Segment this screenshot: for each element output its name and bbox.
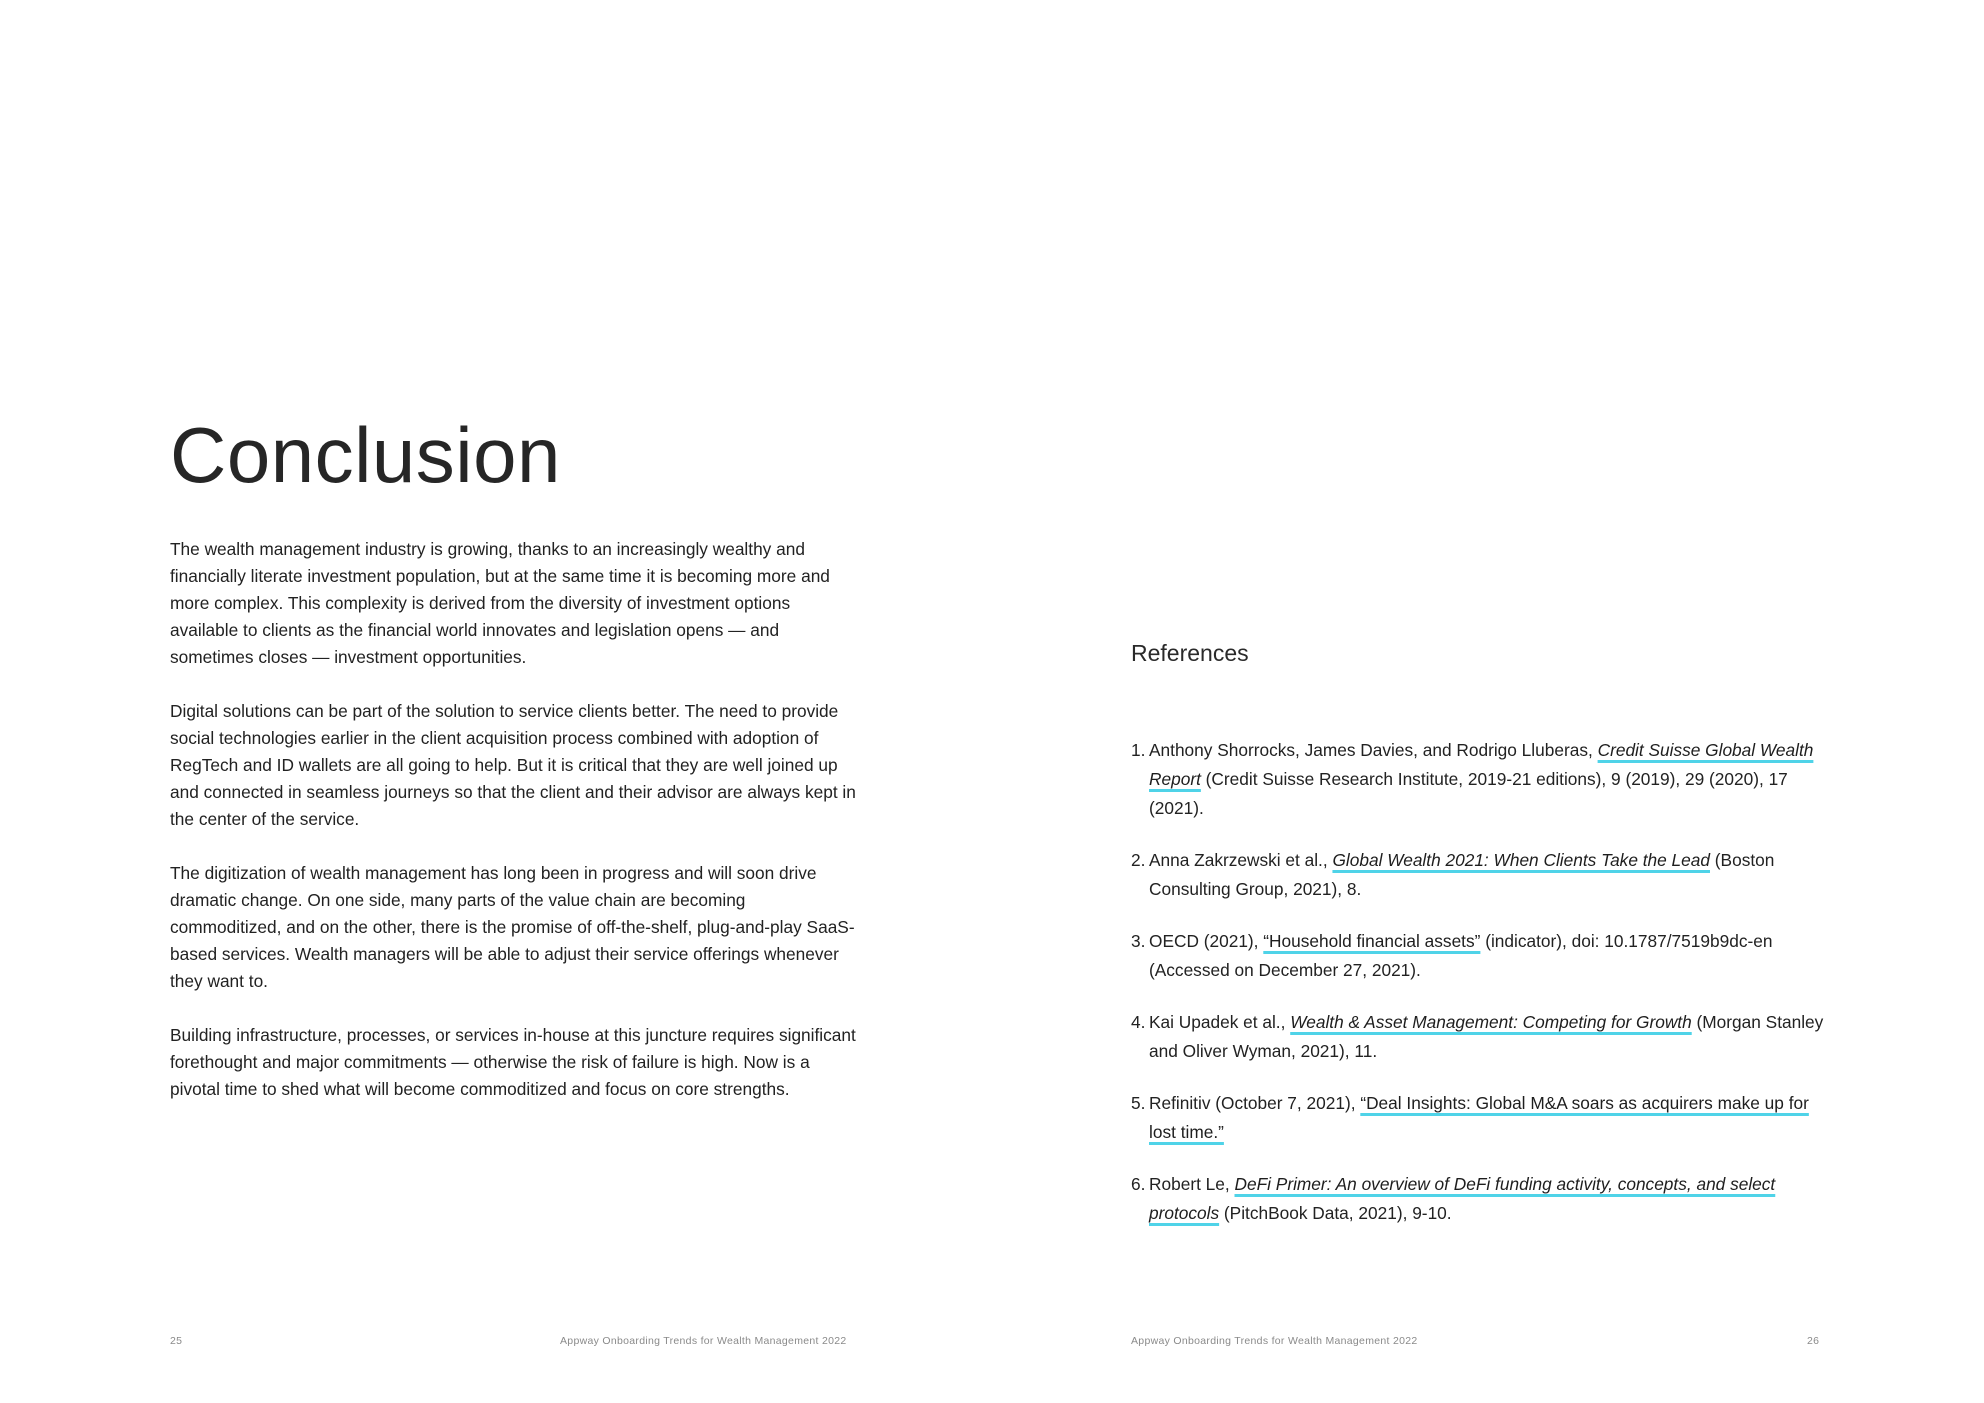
- reference-link[interactable]: Global Wealth 2021: When Clients Take the Lead: [1332, 850, 1710, 870]
- reference-prefix: Robert Le,: [1149, 1174, 1235, 1194]
- reference-item: [1131, 736, 1831, 823]
- reference-number: 3.: [1131, 931, 1146, 951]
- conclusion-body: [170, 536, 860, 1130]
- paragraph: Building infrastructure, processes, or services in-house at this juncture requires significant forethought and major commitments — otherwise the risk of failure is high. Now is a pivotal time to shed what will become commoditized and focus on core strengths.: [170, 1025, 856, 1099]
- reference-number: 6.: [1131, 1174, 1146, 1194]
- reference-suffix: (indicator), doi: 10.1787/7519b9dc-en (Accessed on December 27, 2021).: [1149, 931, 1773, 980]
- reference-number: 5.: [1131, 1093, 1146, 1113]
- reference-number: 2.: [1131, 850, 1146, 870]
- reference-prefix: Kai Upadek et al.,: [1149, 1012, 1291, 1032]
- reference-prefix: Refinitiv (October 7, 2021),: [1149, 1093, 1361, 1113]
- reference-item: [1131, 1170, 1831, 1228]
- reference-item: [1131, 1089, 1831, 1147]
- reference-number: 4.: [1131, 1012, 1146, 1032]
- reference-prefix: Anna Zakrzewski et al.,: [1149, 850, 1333, 870]
- reference-suffix: (PitchBook Data, 2021), 9-10.: [1219, 1203, 1452, 1223]
- reference-link[interactable]: “Household financial assets”: [1263, 931, 1481, 951]
- reference-link[interactable]: Credit Suisse Global Wealth Report: [1149, 740, 1814, 789]
- paragraph: The digitization of wealth management has long been in progress and will soon drive dramatic change. On one side, many parts of the value chain are becoming commoditized, and on the other, there is the promise of off-the-shelf, plug-and-play SaaS-based services. Wealth managers will be able to adjust their service offerings whenever they want to.: [170, 863, 855, 991]
- reference-prefix: Anthony Shorrocks, James Davies, and Rodrigo Lluberas,: [1149, 740, 1598, 760]
- paragraph: The wealth management industry is growing, thanks to an increasingly wealthy and financially literate investment population, but at the same time it is becoming more and more complex. This complexity is derived from the diversity of investment options available to clients as the financial world innovates and legislation opens — and sometimes closes — investment opportunities.: [170, 539, 830, 667]
- reference-item: [1131, 846, 1831, 904]
- reference-suffix: (Morgan Stanley and Oliver Wyman, 2021), 11.: [1149, 1012, 1824, 1061]
- footer-page-number: 25: [170, 1335, 183, 1347]
- reference-item: [1131, 927, 1831, 985]
- references-heading: References: [1131, 640, 1249, 666]
- footer-document-title: Appway Onboarding Trends for Wealth Management 2022: [560, 1335, 847, 1347]
- reference-link[interactable]: DeFi Primer: An overview of DeFi funding activity, concepts, and select protocols: [1149, 1174, 1776, 1223]
- page-title: Conclusion: [170, 411, 561, 499]
- reference-prefix: OECD (2021),: [1149, 931, 1264, 951]
- references-list: [1131, 736, 1831, 1251]
- reference-link[interactable]: “Deal Insights: Global M&A soars as acquirers make up for lost time.”: [1149, 1093, 1809, 1142]
- reference-number: 1.: [1131, 740, 1146, 760]
- reference-suffix: (Boston Consulting Group, 2021), 8.: [1149, 850, 1775, 899]
- footer-page-number: 26: [1807, 1335, 1820, 1347]
- reference-item: [1131, 1008, 1831, 1066]
- paragraph: Digital solutions can be part of the solution to service clients better. The need to provide social technologies earlier in the client acquisition process combined with adoption of RegTech and ID wallets are all going to help. But it is critical that they are well joined up and connected in seamless journeys so that the client and their advisor are always kept in the center of the service.: [170, 701, 856, 829]
- footer-document-title: Appway Onboarding Trends for Wealth Management 2022: [1131, 1335, 1418, 1347]
- reference-link[interactable]: Wealth & Asset Management: Competing for Growth: [1290, 1012, 1692, 1032]
- reference-suffix: (Credit Suisse Research Institute, 2019-21 editions), 9 (2019), 29 (2020), 17 (2021).: [1149, 769, 1788, 818]
